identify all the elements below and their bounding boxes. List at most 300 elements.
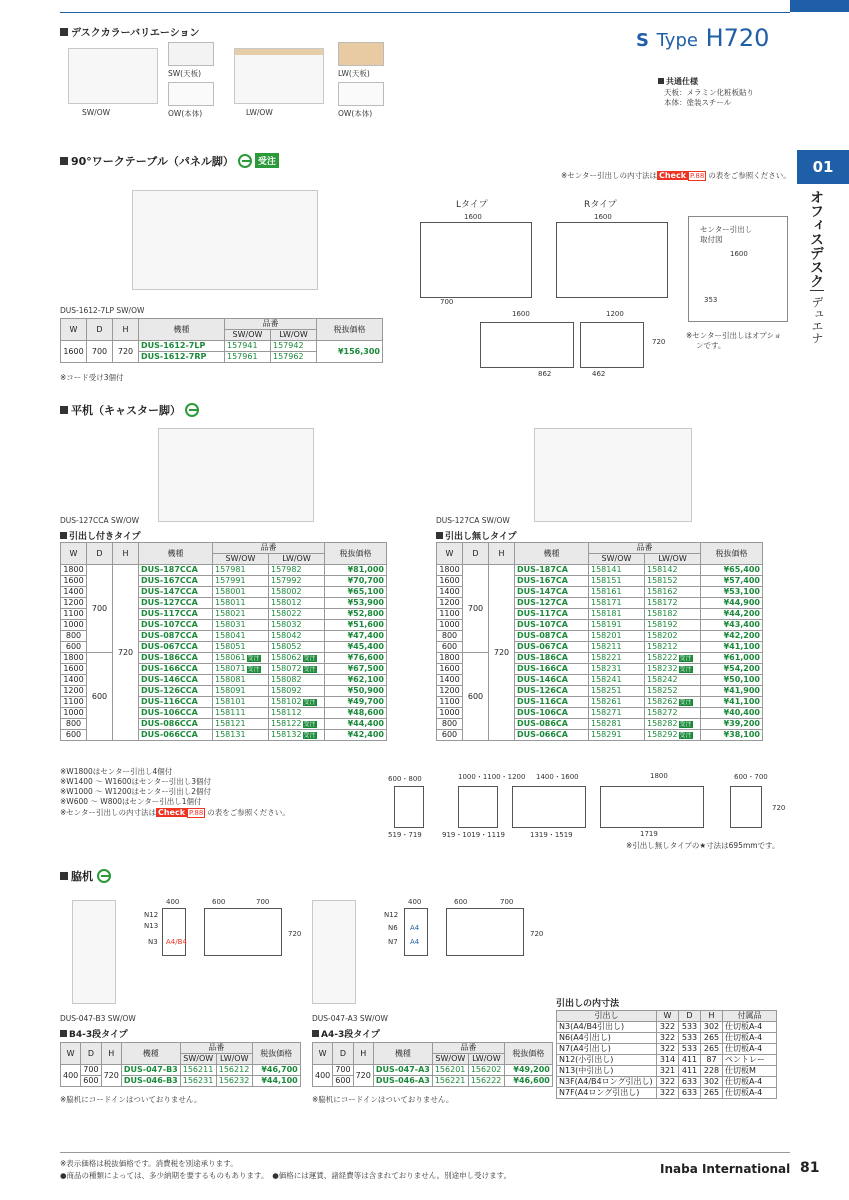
cell: 157962 <box>271 352 317 363</box>
cell: DUS-167CA <box>515 576 589 587</box>
sec1-caption: DUS-1612-7LP SW/OW <box>60 306 145 315</box>
cell <box>213 719 269 730</box>
desk-sw-image <box>68 48 158 104</box>
swatch-ow <box>168 82 214 106</box>
cell <box>645 664 701 675</box>
cell <box>645 642 701 653</box>
sec2-cap-r: DUS-127CA SW/OW <box>436 516 510 525</box>
cell: DUS-046-B3 <box>121 1076 180 1087</box>
cell: ¥47,400 <box>325 631 387 642</box>
cell: 仕切板A-4 <box>723 1033 777 1044</box>
left-type-title: 引出し付きタイプ <box>60 529 141 542</box>
th-price: 税抜価格 <box>317 319 383 341</box>
green-mark-icon <box>97 869 111 883</box>
cell: 158141 <box>591 565 622 574</box>
dim-drawing-4 <box>600 786 704 828</box>
center-title-1: センター引出し <box>700 225 753 234</box>
cell: 158052 <box>271 642 302 651</box>
cell: 1200 <box>61 686 87 697</box>
table-row <box>313 1065 553 1076</box>
order-badge: 受注 <box>247 655 260 662</box>
cell: 302 <box>701 1077 723 1088</box>
cell: ¥40,400 <box>701 708 763 719</box>
cell: 158121 <box>215 719 246 728</box>
order-badge: 受注 <box>679 721 692 728</box>
cell <box>589 664 645 675</box>
cell: 1200 <box>437 598 463 609</box>
sec3-right-table <box>312 1042 553 1087</box>
cell: 158222 <box>647 653 678 662</box>
table-row <box>61 565 387 576</box>
sec2-title: 平机（キャスター脚） <box>60 402 199 418</box>
cell: 158042 <box>271 631 302 640</box>
table-row <box>437 565 763 576</box>
cell: 533 <box>679 1044 701 1055</box>
cell: 1600 <box>437 664 463 675</box>
check-page: P.88 <box>189 809 204 817</box>
cell: 600 <box>61 642 87 653</box>
order-badge: 受注 <box>303 721 316 728</box>
cell: 158112 <box>271 708 302 717</box>
cell <box>589 708 645 719</box>
b3-n13: N13 <box>144 922 159 930</box>
cell: 158012 <box>271 598 302 607</box>
th: D <box>333 1043 353 1065</box>
dim-drawing-2 <box>458 786 498 828</box>
sec1-title: 90°ワークテーブル（パネル脚） 受注 <box>60 153 279 169</box>
cell: DUS-107CCA <box>139 620 213 631</box>
cell: DUS-186CCA <box>139 653 213 664</box>
side-sub: デュエナ <box>810 296 824 344</box>
cell: 265 <box>701 1044 723 1055</box>
th: 品番 <box>589 543 701 554</box>
cell: ¥46,700 <box>252 1065 300 1076</box>
cell: 302 <box>701 1022 723 1033</box>
cell: ¥48,600 <box>325 708 387 719</box>
cell: ¥38,100 <box>701 730 763 741</box>
th: LW/OW <box>468 1054 504 1065</box>
footer-note2: ●商品の種類によっては、多少納期を要するものもあります。 ●価格には運賃、諸経費等は含まれておりません。別途申し受けます。 <box>60 1171 512 1180</box>
cell: DUS-116CCA <box>139 697 213 708</box>
cell <box>645 631 701 642</box>
b3-side <box>204 908 282 956</box>
cell: 仕切板A-4 <box>723 1088 777 1099</box>
cell: 1800 <box>437 565 463 576</box>
check-badge: Check <box>658 171 687 180</box>
dim-i: 1719 <box>640 830 658 838</box>
cell <box>589 631 645 642</box>
check-badge: Check <box>157 808 186 817</box>
label-ow: OW(本体) <box>168 109 203 118</box>
order-badge: 受注 <box>679 699 692 706</box>
cell: ¥44,200 <box>701 609 763 620</box>
cell: 1800 <box>61 653 87 664</box>
cell: DUS-106CCA <box>139 708 213 719</box>
cell: DUS-1612-7RP <box>139 352 225 363</box>
cell: 157992 <box>271 576 302 585</box>
cell <box>645 653 701 664</box>
cell: ¥81,000 <box>325 565 387 576</box>
th: D <box>679 1011 701 1022</box>
cell: 156232 <box>216 1076 252 1087</box>
cell: 158152 <box>647 576 678 585</box>
cell <box>645 730 701 741</box>
center-dim-1600: 1600 <box>730 250 748 258</box>
table-row <box>557 1066 777 1077</box>
sec3-title: 脇机 <box>60 868 111 884</box>
sec3-cap-l: DUS-047-B3 SW/OW <box>60 1014 136 1023</box>
cell: DUS-117CA <box>515 609 589 620</box>
cell: 322 <box>657 1022 679 1033</box>
center-title-2: 取付図 <box>700 235 723 244</box>
cell: 314 <box>657 1055 679 1066</box>
color-variation-title: デスクカラーバリエーション <box>60 24 200 39</box>
cell: N7F(A4ロング引出し) <box>557 1088 657 1099</box>
dim-drawing-1 <box>394 786 424 828</box>
cell: 156201 <box>432 1065 468 1076</box>
dim-l700: 700 <box>440 298 454 306</box>
cell: 1100 <box>437 697 463 708</box>
cell: 157991 <box>215 576 246 585</box>
cell <box>213 697 269 708</box>
cell: 158211 <box>591 642 622 651</box>
dim-862: 862 <box>538 370 552 378</box>
cell: ¥39,200 <box>701 719 763 730</box>
desk-cca-image <box>158 428 314 522</box>
cell: DUS-066CCA <box>139 730 213 741</box>
front-view <box>480 322 574 368</box>
cell: 800 <box>61 719 87 730</box>
cell: ¥70,700 <box>325 576 387 587</box>
th: D <box>81 1043 101 1065</box>
cell: 157941 <box>225 341 271 352</box>
th: W <box>313 1043 333 1065</box>
cell: 156202 <box>468 1065 504 1076</box>
right-type-title: 引出し無しタイプ <box>436 529 517 542</box>
th-d: D <box>87 319 113 341</box>
th: D <box>463 543 489 565</box>
cell <box>589 642 645 653</box>
b3-n12: N12 <box>144 911 159 919</box>
cell <box>269 642 325 653</box>
dim-h: 1319・1519 <box>530 831 573 839</box>
b3-700: 700 <box>256 898 270 906</box>
cell: 400 <box>313 1065 333 1087</box>
sec1-table <box>60 318 383 363</box>
cell: 158062 <box>271 653 302 662</box>
l-desk-image <box>132 190 318 290</box>
cell <box>589 565 645 576</box>
cell: 158271 <box>591 708 622 717</box>
th: 機種 <box>121 1043 180 1065</box>
dim-side1200: 1200 <box>606 310 624 318</box>
dim-d: 1800 <box>650 772 668 780</box>
cell: 158072 <box>271 664 302 673</box>
cell <box>589 697 645 708</box>
cell: 800 <box>437 631 463 642</box>
cell: 158151 <box>591 576 622 585</box>
cell: ¥50,100 <box>701 675 763 686</box>
cell: 700 <box>463 565 489 653</box>
cell: 158091 <box>215 686 246 695</box>
desk-ca-image <box>534 428 692 522</box>
dim-j: 720 <box>772 804 786 812</box>
order-badge: 受注 <box>679 732 692 739</box>
cell: ¥50,900 <box>325 686 387 697</box>
desk-lw-image <box>234 48 324 104</box>
cell: N12(小引出し) <box>557 1055 657 1066</box>
cell: 158232 <box>647 664 678 673</box>
cell <box>645 609 701 620</box>
cell: ¥41,100 <box>701 697 763 708</box>
pedestal-a3-image <box>312 900 356 1004</box>
cell: 1600 <box>61 341 87 363</box>
cell: N3F(A4/B4ロング引出し) <box>557 1077 657 1088</box>
cell: ¥65,100 <box>325 587 387 598</box>
cell: 158202 <box>647 631 678 640</box>
cell <box>213 587 269 598</box>
a3-a4-2: A4 <box>410 938 420 946</box>
cell: 700 <box>81 1065 101 1076</box>
type-title: S Type H720 <box>636 24 770 52</box>
table-row <box>61 341 383 352</box>
table-row <box>313 1076 553 1087</box>
th-swow: SW/OW <box>225 330 271 341</box>
cell: DUS-117CCA <box>139 609 213 620</box>
cell: DUS-047-B3 <box>121 1065 180 1076</box>
cell: 720 <box>489 565 515 741</box>
cell: 156212 <box>216 1065 252 1076</box>
cell: ¥46,600 <box>504 1076 552 1087</box>
cell: DUS-166CA <box>515 664 589 675</box>
cell <box>269 565 325 576</box>
cell: DUS-086CCA <box>139 719 213 730</box>
th: W <box>657 1011 679 1022</box>
table-row <box>437 653 763 664</box>
cell <box>645 719 701 730</box>
cell <box>589 653 645 664</box>
th: 品番 <box>213 543 325 554</box>
sec2-note3: ※W1000 ～ W1200はセンター引出し2個付 <box>60 787 212 796</box>
cell: 633 <box>679 1088 701 1099</box>
table-row <box>61 1065 301 1076</box>
cell: ¥49,700 <box>325 697 387 708</box>
cell: DUS-147CA <box>515 587 589 598</box>
a3-drawing <box>404 908 428 956</box>
side-title: オフィスデスク <box>808 190 824 288</box>
cell: 1200 <box>437 686 463 697</box>
sec1-note: ※センター引出しの内寸法は Check P.88 の表をご参照ください。 <box>561 171 791 180</box>
cell: 158242 <box>647 675 678 684</box>
cell: 158001 <box>215 587 246 596</box>
order-badge: 受注 <box>303 732 316 739</box>
cell: ¥44,400 <box>325 719 387 730</box>
rtype-label: Rタイプ <box>584 200 617 210</box>
cell: 158221 <box>591 653 622 662</box>
cell <box>645 587 701 598</box>
cell: 228 <box>701 1066 723 1077</box>
cell: 157942 <box>271 341 317 352</box>
footer-note1: ※表示価格は税抜価格です。消費税を別途承ります。 <box>60 1159 238 1168</box>
th: 税抜価格 <box>504 1043 552 1065</box>
cell: 411 <box>679 1066 701 1077</box>
check-page: P.88 <box>690 172 705 180</box>
b3-type-title: B4-3段タイプ <box>60 1027 128 1040</box>
cell: 265 <box>701 1088 723 1099</box>
cell: ¥53,900 <box>325 598 387 609</box>
cell: ¥49,200 <box>504 1065 552 1076</box>
cell: ¥42,400 <box>325 730 387 741</box>
cell: 158032 <box>271 620 302 629</box>
cell: 1800 <box>61 565 87 576</box>
page-number: 81 <box>800 1160 820 1176</box>
cell: 158031 <box>215 620 246 629</box>
a3-600: 600 <box>454 898 468 906</box>
cell <box>269 576 325 587</box>
cell <box>213 653 269 664</box>
cell <box>213 708 269 719</box>
cell: 158011 <box>215 598 246 607</box>
cell: 1100 <box>61 609 87 620</box>
th: W <box>61 1043 81 1065</box>
cell: 720 <box>101 1065 121 1087</box>
b3-720: 720 <box>288 930 302 938</box>
sec2-right-table <box>436 542 763 741</box>
cell: 322 <box>657 1044 679 1055</box>
cell: DUS-187CCA <box>139 565 213 576</box>
table-row <box>557 1033 777 1044</box>
cell: 158051 <box>215 642 246 651</box>
cell: ¥45,400 <box>325 642 387 653</box>
cell: 633 <box>679 1077 701 1088</box>
table-row <box>557 1044 777 1055</box>
table-row <box>557 1055 777 1066</box>
cell: DUS-107CA <box>515 620 589 631</box>
cell: DUS-126CCA <box>139 686 213 697</box>
cell <box>645 620 701 631</box>
cell: 156222 <box>468 1076 504 1087</box>
th: LW/OW <box>216 1054 252 1065</box>
th: D <box>87 543 113 565</box>
sec2-note2: ※W1400 ～ W1600はセンター引出し3個付 <box>60 777 212 786</box>
cell: 720 <box>113 565 139 741</box>
order-badge: 受注 <box>303 699 316 706</box>
cell <box>589 587 645 598</box>
common-spec-1: 天板：メラミン化粧板貼り <box>664 88 754 97</box>
th-model: 機種 <box>139 319 225 341</box>
cell <box>269 631 325 642</box>
cell: 158161 <box>591 587 622 596</box>
cell: DUS-146CA <box>515 675 589 686</box>
cell: 600 <box>463 653 489 741</box>
cell: ¥57,400 <box>701 576 763 587</box>
cell: 158281 <box>591 719 622 728</box>
sec3-cap-r: DUS-047-A3 SW/OW <box>312 1014 388 1023</box>
cell: ¥65,400 <box>701 565 763 576</box>
ltype-label: Lタイプ <box>456 200 488 210</box>
swatch-lw <box>338 42 384 66</box>
footer-brand: Inaba International <box>660 1162 791 1176</box>
th: SW/OW <box>180 1054 216 1065</box>
cell: 158092 <box>271 686 302 695</box>
cell: DUS-127CCA <box>139 598 213 609</box>
th: H <box>489 543 515 565</box>
cell: 1600 <box>61 664 87 675</box>
cell <box>213 609 269 620</box>
cell: 158102 <box>271 697 302 706</box>
cell: 158142 <box>647 565 678 574</box>
cell: 158002 <box>271 587 302 596</box>
a3-a4-1: A4 <box>410 924 420 932</box>
ltype-drawing <box>420 222 532 298</box>
order-badge: 受注 <box>679 666 692 673</box>
cell: N7(A4引出し) <box>557 1044 657 1055</box>
cell: DUS-1612-7LP <box>139 341 225 352</box>
th: SW/OW <box>432 1054 468 1065</box>
cell: 158261 <box>591 697 622 706</box>
cell: DUS-087CCA <box>139 631 213 642</box>
cell: 1100 <box>437 609 463 620</box>
th: SW/OW <box>589 554 645 565</box>
cell: 1600 <box>437 576 463 587</box>
cell: 158231 <box>591 664 622 673</box>
a3-n6: N6 <box>388 924 398 932</box>
b3-a4b4: A4/B4 <box>166 938 187 946</box>
cell <box>213 620 269 631</box>
dim-a: 600・800 <box>388 775 422 783</box>
cell: 533 <box>679 1022 701 1033</box>
cell: DUS-066CA <box>515 730 589 741</box>
cell <box>213 576 269 587</box>
swatch-ow2 <box>338 82 384 106</box>
cell: 158251 <box>591 686 622 695</box>
cell: 1000 <box>61 620 87 631</box>
cell <box>213 730 269 741</box>
b3-600: 600 <box>212 898 226 906</box>
side-tab-number: 01 <box>797 150 849 184</box>
cell: 158282 <box>647 719 678 728</box>
cell: N3(A4/B4引出し) <box>557 1022 657 1033</box>
label-lwow: LW/OW <box>246 108 273 117</box>
th: W <box>61 543 87 565</box>
order-badge: 受注 <box>255 153 279 168</box>
cell: ¥67,500 <box>325 664 387 675</box>
cell: 322 <box>657 1077 679 1088</box>
cell <box>269 675 325 686</box>
cell: 158071 <box>215 664 246 673</box>
cell <box>269 664 325 675</box>
cell: 158291 <box>591 730 622 739</box>
sec2-note4: ※W600 ～ W800はセンター引出し1個付 <box>60 797 202 806</box>
order-badge: 受注 <box>303 655 316 662</box>
cell: 158162 <box>647 587 678 596</box>
cell <box>589 598 645 609</box>
cell: 158122 <box>271 719 302 728</box>
cell: 600 <box>61 730 87 741</box>
dim-g: 919・1019・1119 <box>442 831 505 839</box>
cell <box>589 686 645 697</box>
cell: 158201 <box>591 631 622 640</box>
th-code: 品番 <box>225 319 317 330</box>
cell: 158041 <box>215 631 246 640</box>
cell: DUS-086CA <box>515 719 589 730</box>
th-h: H <box>113 319 139 341</box>
green-mark-icon <box>185 403 199 417</box>
inner-title: 引出しの内寸法 <box>556 999 620 1009</box>
cell: ¥41,100 <box>701 642 763 653</box>
cell: 411 <box>679 1055 701 1066</box>
cell <box>269 708 325 719</box>
